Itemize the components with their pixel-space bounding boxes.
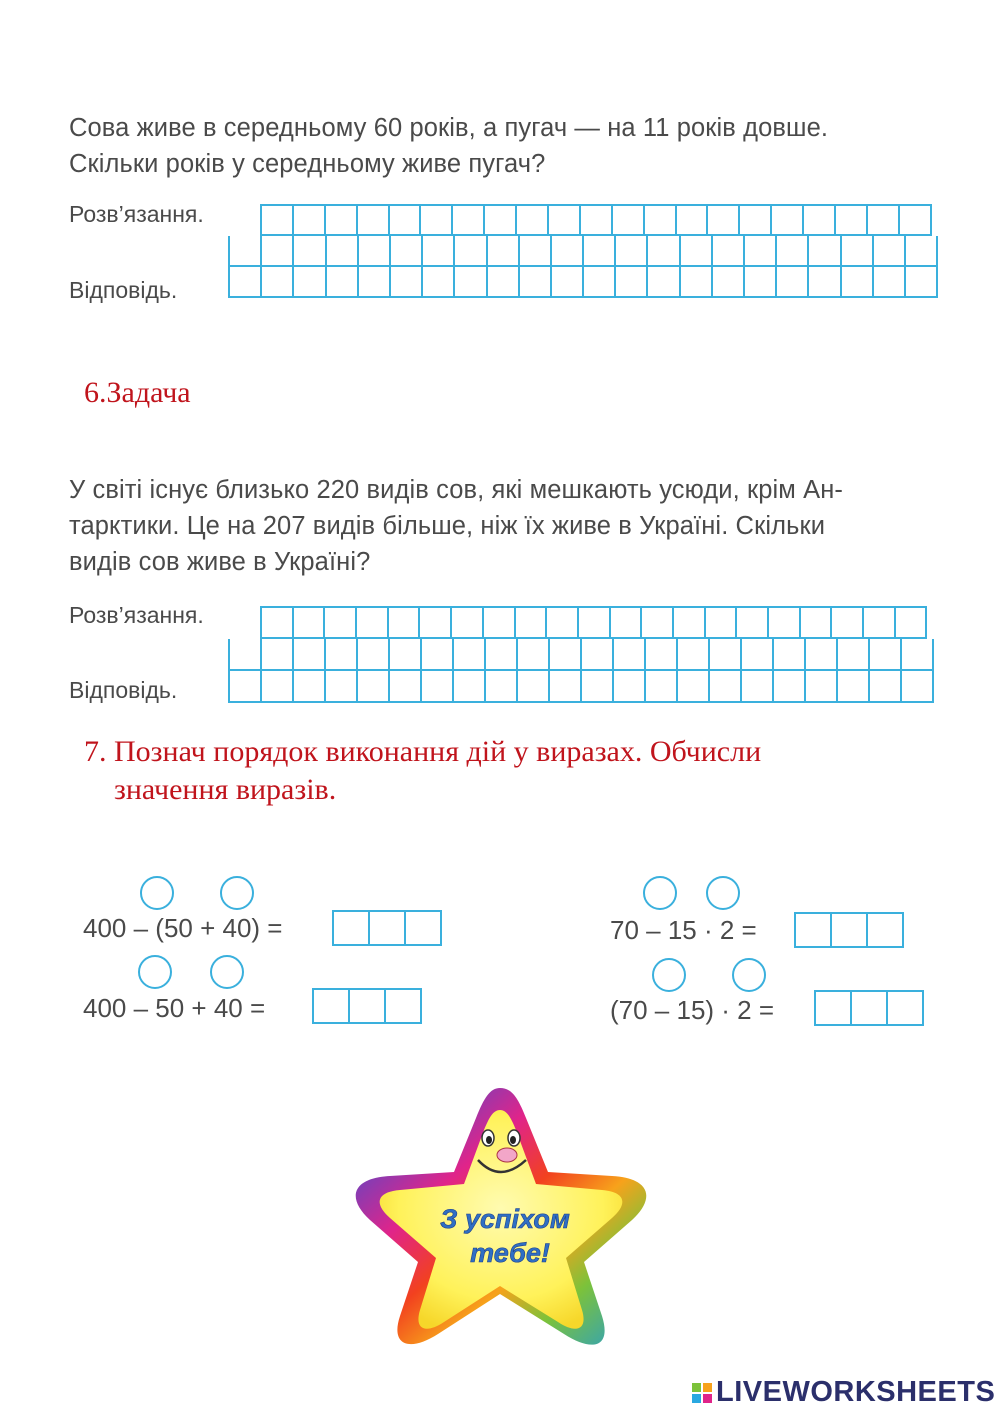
grid-cell[interactable] [774,671,806,703]
grid-cell[interactable] [838,671,870,703]
grid-cell[interactable] [681,267,713,298]
task-6-number: 6. [84,376,107,409]
grid-cell[interactable] [614,671,646,703]
grid-cell[interactable] [357,608,389,639]
order-circle[interactable] [652,958,686,992]
grid-cell[interactable] [801,608,833,639]
problem-6-line-2: тарктики. Це на 207 видів більше, ніж їх живе в Україні. Скільки [69,512,826,540]
answer-box-2[interactable] [312,988,422,1024]
answer-label: Відповідь. [69,677,178,703]
solution-label: Розв’язання. [69,201,204,227]
grid-cell[interactable] [642,608,674,639]
grid-cell[interactable] [582,671,614,703]
expression-4: (70 – 15) · 2 = [610,995,775,1025]
grid-cell[interactable] [262,671,294,703]
grid-cell[interactable] [358,671,390,703]
grid-cell[interactable] [582,639,614,671]
grid-cell[interactable] [294,671,326,703]
grid-cell[interactable] [648,267,680,298]
order-circle[interactable] [210,955,244,989]
grid-cell[interactable] [359,236,391,267]
grid-cell[interactable] [710,639,742,671]
grid-cell[interactable] [326,206,358,236]
grid-cell[interactable] [518,639,550,671]
answer-label: Відповідь. [69,277,178,303]
grid-cell[interactable] [864,608,896,639]
grid-cell[interactable] [552,236,584,267]
nose-icon [497,1148,517,1162]
grid-cell[interactable] [294,267,326,298]
grid-cell[interactable] [584,267,616,298]
task-7-line-2: значення виразів. [114,773,337,806]
liveworksheets-logo [692,1376,995,1409]
grid-cell[interactable] [678,639,710,671]
grid-cell[interactable] [488,236,520,267]
logo-squares-icon [692,1383,712,1403]
grid-cell[interactable] [742,639,774,671]
grid-cell[interactable] [836,206,868,236]
grid-cell[interactable] [646,671,678,703]
grid-cell[interactable] [358,639,390,671]
grid-cell[interactable] [391,236,423,267]
grid-cell[interactable] [806,639,838,671]
grid-cell[interactable] [486,671,518,703]
grid-cell[interactable] [359,267,391,298]
grid-cell[interactable] [902,671,934,703]
grid-cell[interactable] [646,639,678,671]
expression-1: 400 – (50 + 40) = [83,913,283,943]
grid-cell[interactable] [902,639,934,671]
grid-cell[interactable] [713,236,745,267]
solution-grid[interactable] [260,606,927,639]
task-6-title: Задача [106,376,191,409]
grid-cell[interactable] [742,671,774,703]
grid-cell[interactable] [616,267,648,298]
problem-5-line-2: Скільки років у середньому живе пугач? [69,150,546,178]
grid-cell[interactable] [611,608,643,639]
grid-cell[interactable] [550,671,582,703]
grid-cell[interactable] [906,267,938,298]
grid-cell[interactable] [896,608,928,639]
grid-cell[interactable] [422,639,454,671]
brand-text: LIVEWORKSHEETS [716,1376,996,1408]
grid-cell[interactable] [262,236,294,267]
grid-cell[interactable] [486,639,518,671]
task-6-heading [84,374,191,412]
grid-cell[interactable] [485,206,517,236]
grid-cell[interactable] [550,639,582,671]
grid-cell[interactable] [547,608,579,639]
grid-cell[interactable] [581,206,613,236]
grid-cell[interactable] [613,206,645,236]
grid-cell[interactable] [842,267,874,298]
grid-cell[interactable] [452,608,484,639]
grid-cell[interactable] [713,267,745,298]
grid-cell[interactable] [422,671,454,703]
grid-cell[interactable] [774,639,806,671]
grid-cell[interactable] [420,608,452,639]
task-7-number: 7. [84,735,107,768]
grid-cell[interactable] [616,236,648,267]
grid-cell[interactable] [552,267,584,298]
grid-cell[interactable] [772,206,804,236]
grid-cell[interactable] [874,236,906,267]
grid-cell[interactable] [777,236,809,267]
grid-cell[interactable] [358,206,390,236]
grid-cell[interactable] [681,236,713,267]
grid-cell[interactable] [804,206,836,236]
grid-cell[interactable] [706,608,738,639]
problem-5-line-1: Сова живе в середньому 60 років, а пугач — на 11 років довше. [69,114,829,142]
task-7-line-1: Познач порядок виконання дій у виразах. Обчисли [114,735,762,768]
grid-cell[interactable] [516,608,548,639]
grid-cell[interactable] [870,639,902,671]
grid-cell[interactable] [453,206,485,236]
grid-cell[interactable] [230,267,262,298]
grid-cell[interactable] [842,236,874,267]
grid-cell[interactable] [832,608,864,639]
grid-cell[interactable] [674,608,706,639]
grid-cell[interactable] [874,267,906,298]
grid-cell[interactable] [769,608,801,639]
expression-2: 400 – 50 + 40 = [83,993,266,1023]
grid-cell[interactable] [484,608,516,639]
grid-cell[interactable] [677,206,709,236]
grid-cell[interactable] [262,206,294,236]
grid-cell[interactable] [389,608,421,639]
problem-6-text [69,472,843,580]
answer-box-3[interactable] [794,912,904,948]
grid-cell[interactable] [454,639,486,671]
grid-cell[interactable] [455,267,487,298]
answer-grid[interactable] [228,236,938,298]
answer-box-1[interactable] [332,910,442,946]
grid-cell[interactable] [454,671,486,703]
order-circle[interactable] [732,958,766,992]
grid-cell[interactable] [327,267,359,298]
problem-5-text [69,110,828,182]
grid-cell[interactable] [230,671,262,703]
grid-cell[interactable] [294,608,326,639]
grid-cell[interactable] [648,236,680,267]
badge-line-2: тебе! [470,1238,550,1268]
grid-cell[interactable] [740,206,772,236]
grid-cell[interactable] [777,267,809,298]
grid-cell[interactable] [230,236,262,267]
grid-cell[interactable] [455,236,487,267]
grid-cell[interactable] [488,267,520,298]
grid-cell[interactable] [262,639,294,671]
grid-cell[interactable] [518,671,550,703]
order-circle[interactable] [140,876,174,910]
grid-cell[interactable] [710,671,742,703]
grid-cell[interactable] [390,671,422,703]
answer-box-4[interactable] [814,990,924,1026]
grid-cell[interactable] [579,608,611,639]
grid-cell[interactable] [423,236,455,267]
badge-line-1: З успіхом [440,1204,570,1234]
problem-6-line-3: видів сов живе в Україні? [69,548,371,576]
grid-cell[interactable] [745,236,777,267]
grid-cell[interactable] [809,267,841,298]
grid-cell[interactable] [390,639,422,671]
order-circle[interactable] [706,876,740,910]
grid-cell[interactable] [745,267,777,298]
grid-cell[interactable] [294,639,326,671]
solution-label: Розв’язання. [69,602,204,628]
solution-grid[interactable] [260,204,932,236]
task-7-heading [84,733,884,809]
grid-cell[interactable] [520,236,552,267]
grid-cell[interactable] [614,639,646,671]
grid-cell[interactable] [584,236,616,267]
grid-cell[interactable] [294,206,326,236]
grid-cell[interactable] [326,671,358,703]
grid-cell[interactable] [806,671,838,703]
grid-cell[interactable] [678,671,710,703]
grid-cell[interactable] [549,206,581,236]
order-circle[interactable] [138,955,172,989]
expression-3: 70 – 15 · 2 = [610,915,757,945]
grid-cell[interactable] [326,639,358,671]
order-circle[interactable] [643,876,677,910]
success-star-badge [350,1080,660,1350]
grid-cell[interactable] [520,267,552,298]
grid-cell[interactable] [809,236,841,267]
order-circle[interactable] [220,876,254,910]
grid-cell[interactable] [868,206,900,236]
grid-cell[interactable] [421,206,453,236]
grid-cell[interactable] [262,267,294,298]
grid-cell[interactable] [645,206,677,236]
grid-cell[interactable] [390,206,422,236]
grid-cell[interactable] [391,267,423,298]
grid-cell[interactable] [230,639,262,671]
grid-cell[interactable] [262,608,294,639]
grid-cell[interactable] [327,236,359,267]
grid-cell[interactable] [870,671,902,703]
problem-6-line-1: У світі існує близько 220 видів сов, які мешкають усюди, крім Ан- [69,476,843,504]
grid-cell[interactable] [325,608,357,639]
grid-cell[interactable] [517,206,549,236]
grid-cell[interactable] [906,236,938,267]
grid-cell[interactable] [900,206,932,236]
answer-grid[interactable] [228,639,934,703]
grid-cell[interactable] [708,206,740,236]
grid-cell[interactable] [294,236,326,267]
grid-cell[interactable] [737,608,769,639]
grid-cell[interactable] [838,639,870,671]
grid-cell[interactable] [423,267,455,298]
